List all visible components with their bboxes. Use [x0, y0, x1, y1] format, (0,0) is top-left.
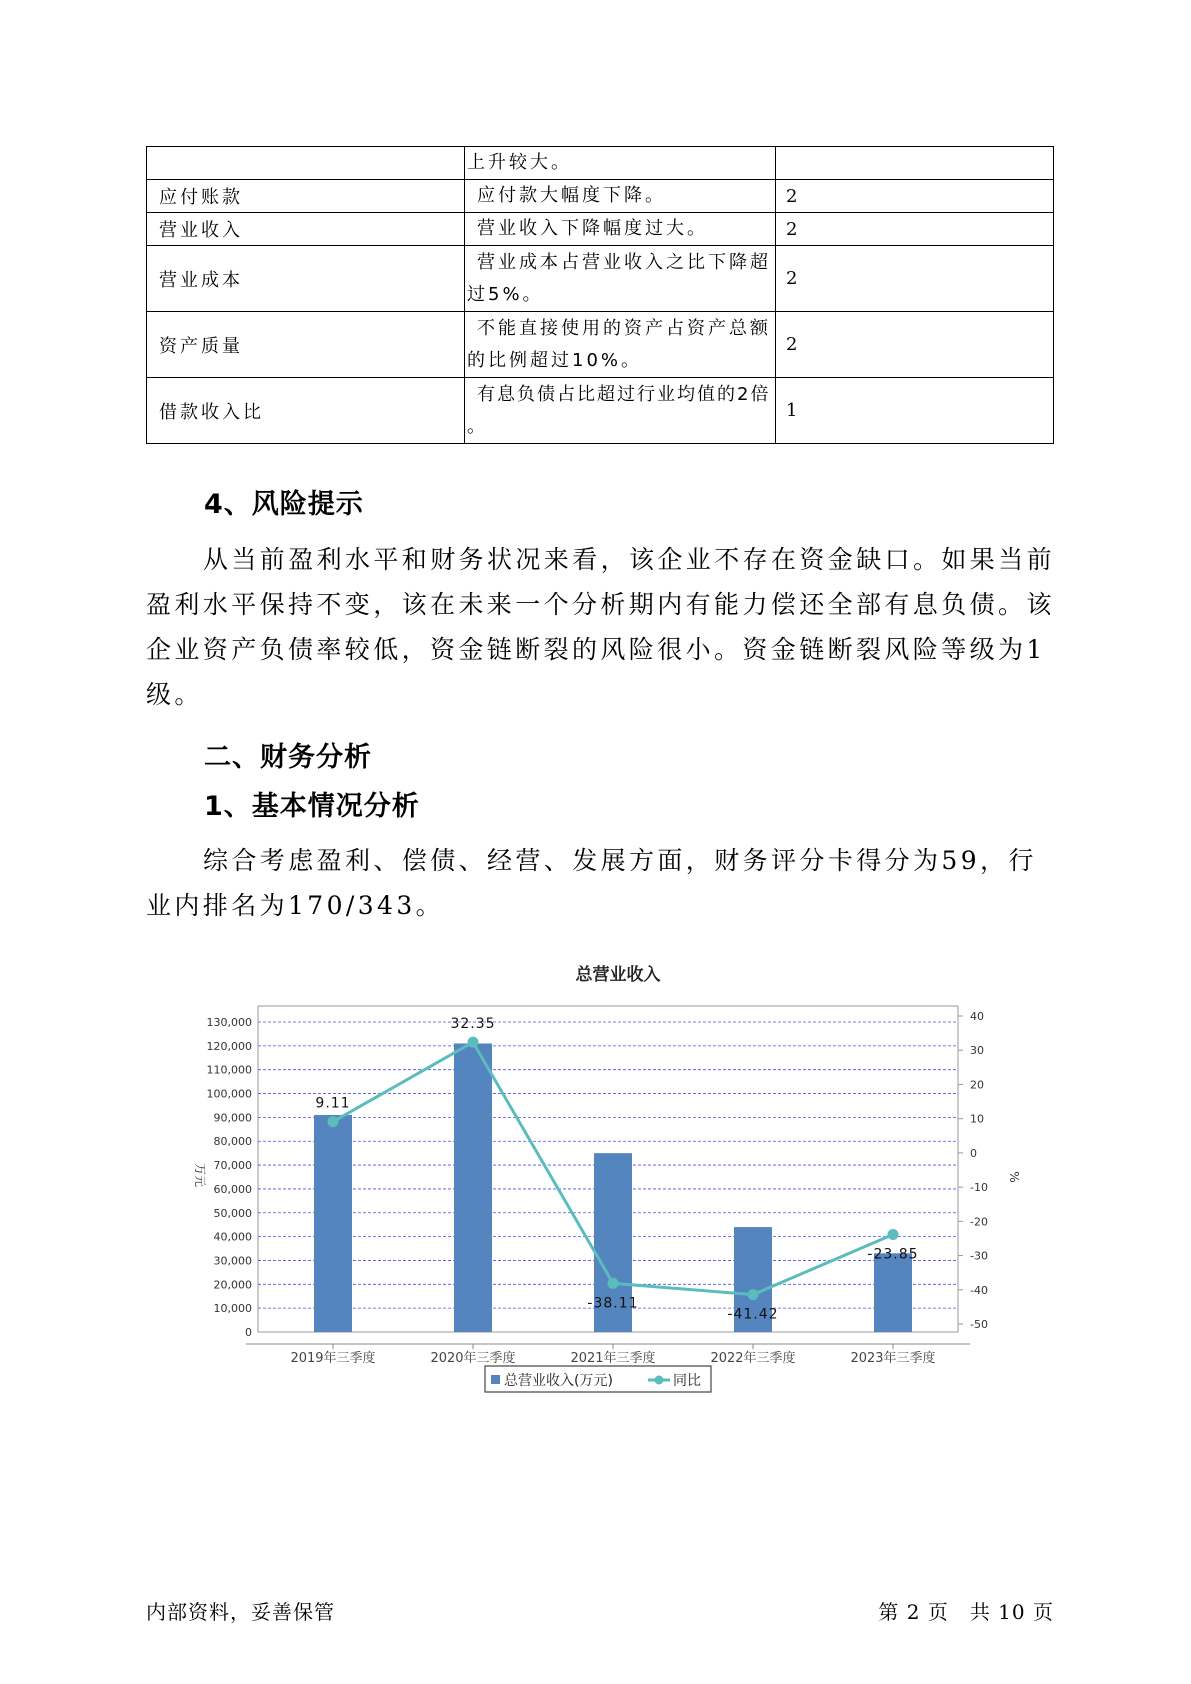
desc-text: 营业收入下降幅度过大。	[477, 218, 708, 239]
table-cell-item: 营业成本	[147, 246, 465, 312]
legend-swatch-bar	[491, 1375, 500, 1384]
data-label: -38.11	[587, 1295, 639, 1312]
bar	[874, 1253, 912, 1332]
y-tick-label: 110,000	[206, 1063, 252, 1077]
table-row	[147, 312, 1054, 378]
y-tick-label: 60,000	[213, 1182, 252, 1196]
bar	[314, 1115, 352, 1332]
table-cell-level	[776, 147, 1054, 180]
footer-confidential: 内部资料，妥善保管	[146, 1600, 335, 1624]
yoy-point	[888, 1229, 899, 1240]
y-tick-label: 70,000	[213, 1159, 252, 1173]
table-row	[147, 378, 1054, 444]
yoy-point	[328, 1116, 339, 1127]
table-cell-desc	[465, 246, 776, 312]
table-cell-desc	[465, 312, 776, 378]
table-cell-desc	[465, 180, 776, 213]
risk-indicator-table	[146, 146, 1054, 444]
y2-tick-label: -50	[970, 1318, 988, 1331]
table-cell-level: 1	[776, 378, 1054, 444]
table-cell-item: 应付账款	[147, 180, 465, 213]
risk-paragraph: 从当前盈利水平和财务状况来看，该企业不存在资金缺口。如果当前盈利水平保持不变，该在未来一个分析期内有能力偿还全部有息负债。该企业资产负债率较低，资金链断裂的风险很小。资金链断裂风险等级为1级。	[146, 545, 1056, 709]
x-tick-label: 2023年三季度	[850, 1351, 936, 1366]
y-tick-label: 20,000	[213, 1278, 252, 1292]
data-label: 9.11	[315, 1095, 351, 1112]
y2-tick-label: 10	[970, 1112, 984, 1126]
desc-text: 应付款大幅度下降。	[477, 185, 666, 206]
y2-tick-label: 20	[970, 1078, 984, 1092]
y-tick-label: 0	[245, 1326, 252, 1339]
table-cell-desc	[465, 378, 776, 444]
section-heading-risk: 4、风险提示	[204, 489, 364, 520]
y-tick-label: 120,000	[206, 1039, 252, 1053]
revenue-chart	[180, 950, 1020, 1410]
y2-tick-label: 30	[970, 1044, 984, 1058]
x-tick-label: 2019年三季度	[290, 1351, 376, 1366]
table-row	[147, 246, 1054, 312]
y2-tick-label: -20	[970, 1215, 988, 1229]
y-tick-label: 40,000	[213, 1230, 252, 1244]
y-tick-label: 90,000	[213, 1111, 252, 1125]
table-cell-desc: 上升较大。	[465, 147, 776, 180]
table-row	[147, 180, 1054, 213]
desc-line: 有息负债占比超过行业均值的2倍	[477, 383, 771, 405]
table-cell-level: 2	[776, 246, 1054, 312]
x-tick-label: 2021年三季度	[570, 1351, 656, 1366]
table-cell-item: 借款收入比	[147, 378, 465, 444]
x-tick-label: 2020年三季度	[430, 1351, 516, 1366]
desc-line: 过5%。	[467, 283, 544, 305]
data-label: 32.35	[450, 1016, 496, 1033]
chart-title: 总营业收入	[575, 965, 661, 985]
data-label: -41.42	[727, 1306, 779, 1323]
y2-axis-label: %	[1007, 1171, 1020, 1183]
y-tick-label: 10,000	[213, 1302, 252, 1316]
y-tick-label: 130,000	[206, 1016, 252, 1029]
desc-line: 不能直接使用的资产占资产总额	[477, 317, 771, 339]
desc-line: 营业成本占营业收入之比下降超	[477, 251, 771, 273]
subsection-heading-basic: 1、基本情况分析	[204, 791, 420, 822]
table-cell-level: 2	[776, 213, 1054, 246]
yoy-point	[748, 1289, 759, 1300]
table-cell-item: 资产质量	[147, 312, 465, 378]
y-axis-label: 万元	[193, 1162, 207, 1188]
section-heading-finance: 二、财务分析	[204, 742, 372, 773]
table-cell-level: 2	[776, 180, 1054, 213]
y2-tick-label: -40	[970, 1283, 988, 1297]
legend-swatch-marker	[655, 1376, 664, 1385]
legend-label-line: 同比	[673, 1373, 701, 1389]
revenue-chart-svg	[180, 950, 1020, 1410]
table-cell-item: 营业收入	[147, 213, 465, 246]
y-tick-label: 50,000	[213, 1206, 252, 1220]
x-tick-label: 2022年三季度	[710, 1351, 796, 1366]
y2-tick-label: -10	[970, 1181, 988, 1195]
yoy-point	[608, 1278, 619, 1289]
basic-analysis-paragraph: 综合考虑盈利、偿债、经营、发展方面，财务评分卡得分为59，行业内排名为170/343。	[146, 846, 1037, 920]
data-label: -23.85	[867, 1246, 919, 1263]
bar	[454, 1043, 492, 1332]
table-cell-level: 2	[776, 312, 1054, 378]
table-row	[147, 213, 1054, 246]
desc-line: 。	[467, 415, 488, 437]
footer-page-number: 第 2 页 共 10 页	[878, 1600, 1054, 1624]
y-tick-label: 100,000	[206, 1087, 252, 1101]
desc-line: 的比例超过10%。	[467, 349, 643, 371]
legend-label-bar: 总营业收入(万元)	[504, 1373, 613, 1389]
y2-tick-label: 0	[970, 1146, 977, 1160]
y2-tick-label: 40	[970, 1010, 984, 1023]
y-tick-label: 30,000	[213, 1254, 252, 1268]
table-row	[147, 147, 1054, 180]
table-cell-item	[147, 147, 465, 180]
yoy-point	[468, 1037, 479, 1048]
y2-tick-label: -30	[970, 1249, 988, 1263]
y-tick-label: 80,000	[213, 1135, 252, 1149]
table-cell-desc	[465, 213, 776, 246]
